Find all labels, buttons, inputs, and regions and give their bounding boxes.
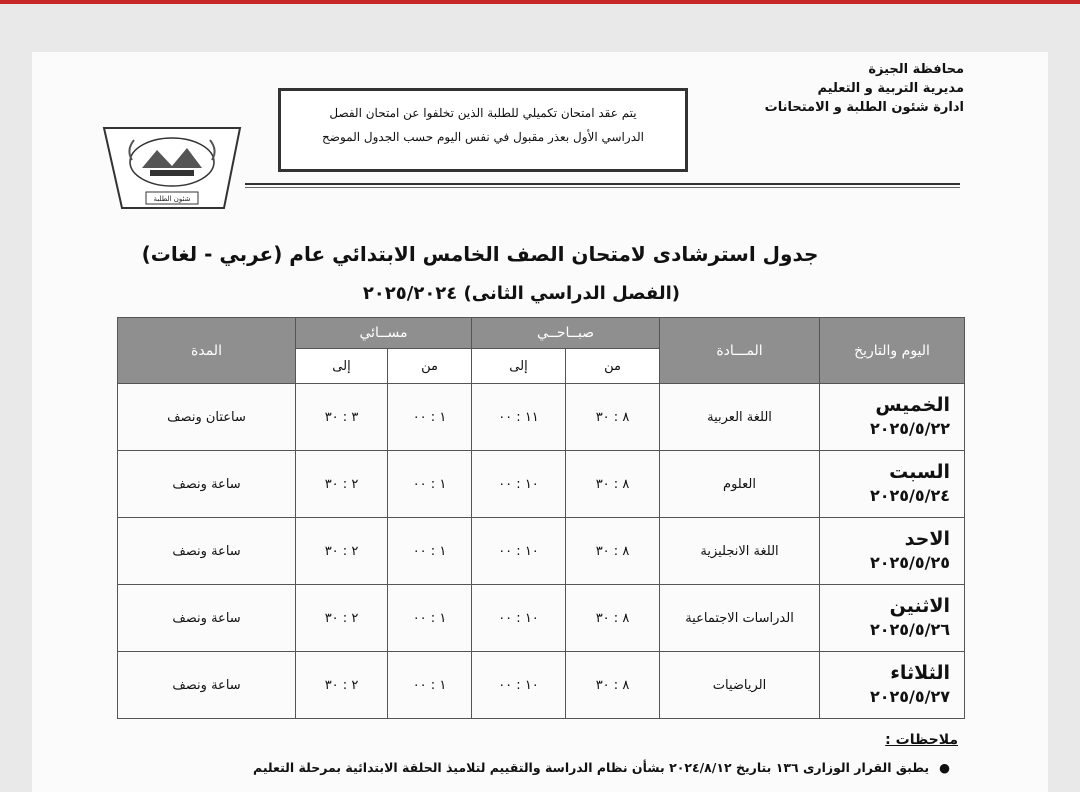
subject-cell: اللغة العربية bbox=[660, 384, 820, 451]
header-morning-to: إلى bbox=[472, 349, 566, 384]
top-accent-bar bbox=[0, 0, 1080, 4]
header-evening: مســائي bbox=[296, 318, 472, 349]
evening-from-cell: ١ : ٠٠ bbox=[388, 384, 472, 451]
department-label: ادارة شئون الطلبة و الامتحانات bbox=[764, 100, 964, 115]
exam-date: ٢٠٢٥/٥/٢٦ bbox=[869, 620, 951, 639]
evening-to-cell: ٢ : ٣٠ bbox=[296, 652, 388, 719]
day-name: الاثنين bbox=[889, 595, 951, 617]
day-name: السبت bbox=[889, 461, 951, 483]
exam-date: ٢٠٢٥/٥/٢٧ bbox=[869, 687, 951, 706]
subject-cell: اللغة الانجليزية bbox=[660, 518, 820, 585]
page-subtitle: (الفصل الدراسي الثانى) ٢٠٢٥/٢٠٢٤ bbox=[362, 283, 680, 304]
logo-caption: شئون الطلبة bbox=[153, 195, 191, 203]
governorate-label: محافظة الجيزة bbox=[868, 62, 964, 77]
table-row bbox=[118, 652, 965, 719]
evening-from-cell: ١ : ٠٠ bbox=[388, 652, 472, 719]
day-date-cell bbox=[820, 652, 965, 719]
notes-heading: ملاحظات : bbox=[885, 732, 958, 748]
header-rule-1 bbox=[245, 183, 960, 185]
table-row bbox=[118, 384, 965, 451]
subject-cell: العلوم bbox=[660, 451, 820, 518]
org-header bbox=[708, 60, 964, 117]
evening-to-cell: ٢ : ٣٠ bbox=[296, 585, 388, 652]
day-date-cell bbox=[820, 451, 965, 518]
duration-cell: ساعتان ونصف bbox=[118, 384, 296, 451]
header-subject: المـــادة bbox=[660, 318, 820, 384]
morning-to-cell: ١٠ : ٠٠ bbox=[472, 451, 566, 518]
evening-to-cell: ٣ : ٣٠ bbox=[296, 384, 388, 451]
evening-to-cell: ٢ : ٣٠ bbox=[296, 451, 388, 518]
evening-from-cell: ١ : ٠٠ bbox=[388, 518, 472, 585]
morning-to-cell: ١٠ : ٠٠ bbox=[472, 518, 566, 585]
department-logo bbox=[102, 120, 242, 210]
duration-cell: ساعة ونصف bbox=[118, 451, 296, 518]
day-date-cell bbox=[820, 518, 965, 585]
subject-cell: الدراسات الاجتماعية bbox=[660, 585, 820, 652]
note-text: يطبق القرار الوزارى ١٣٦ بتاريخ ٢٠٢٤/٨/١٢ بشأن نظام الدراسة والتقييم لتلاميذ الحلقة الابتدائية بمرحلة التعليم bbox=[253, 760, 930, 775]
note-item bbox=[100, 760, 950, 775]
table-row bbox=[118, 451, 965, 518]
directorate-label: مديرية التربية و التعليم bbox=[817, 81, 964, 96]
bullet-icon: ● bbox=[939, 760, 950, 775]
exam-date: ٢٠٢٥/٥/٢٥ bbox=[869, 553, 951, 572]
exam-date: ٢٠٢٥/٥/٢٢ bbox=[869, 419, 951, 438]
header-evening-from: من bbox=[388, 349, 472, 384]
header-morning: صبــاحــي bbox=[472, 318, 660, 349]
exam-schedule-table bbox=[117, 317, 965, 719]
table-row bbox=[118, 585, 965, 652]
morning-from-cell: ٨ : ٣٠ bbox=[566, 451, 660, 518]
header-morning-from: من bbox=[566, 349, 660, 384]
morning-from-cell: ٨ : ٣٠ bbox=[566, 384, 660, 451]
morning-to-cell: ١٠ : ٠٠ bbox=[472, 585, 566, 652]
duration-cell: ساعة ونصف bbox=[118, 518, 296, 585]
exam-date: ٢٠٢٥/٥/٢٤ bbox=[869, 486, 951, 505]
page-title: جدول استرشادى لامتحان الصف الخامس الابتدائي عام (عربي - لغات) bbox=[141, 242, 819, 266]
header-evening-to: إلى bbox=[296, 349, 388, 384]
morning-from-cell: ٨ : ٣٠ bbox=[566, 518, 660, 585]
evening-to-cell: ٢ : ٣٠ bbox=[296, 518, 388, 585]
duration-cell: ساعة ونصف bbox=[118, 652, 296, 719]
subject-cell: الرياضيات bbox=[660, 652, 820, 719]
day-name: الثلاثاء bbox=[890, 662, 951, 684]
header-rule-2 bbox=[245, 187, 960, 188]
day-date-cell bbox=[820, 384, 965, 451]
day-name: الاحد bbox=[904, 528, 951, 550]
notice-box bbox=[278, 88, 688, 172]
table-row bbox=[118, 518, 965, 585]
evening-from-cell: ١ : ٠٠ bbox=[388, 451, 472, 518]
day-date-cell bbox=[820, 585, 965, 652]
day-name: الخميس bbox=[875, 394, 951, 416]
header-day-date: اليوم والتاريخ bbox=[820, 318, 965, 384]
morning-to-cell: ١١ : ٠٠ bbox=[472, 384, 566, 451]
evening-from-cell: ١ : ٠٠ bbox=[388, 585, 472, 652]
duration-cell: ساعة ونصف bbox=[118, 585, 296, 652]
morning-from-cell: ٨ : ٣٠ bbox=[566, 585, 660, 652]
notice-line-1: يتم عقد امتحان تكميلي للطلبة الذين تخلفوا عن امتحان الفصل bbox=[329, 106, 637, 120]
morning-from-cell: ٨ : ٣٠ bbox=[566, 652, 660, 719]
header-duration: المدة bbox=[118, 318, 296, 384]
morning-to-cell: ١٠ : ٠٠ bbox=[472, 652, 566, 719]
notice-line-2: الدراسي الأول بعذر مقبول في نفس اليوم حسب الجدول الموضح bbox=[322, 130, 644, 144]
